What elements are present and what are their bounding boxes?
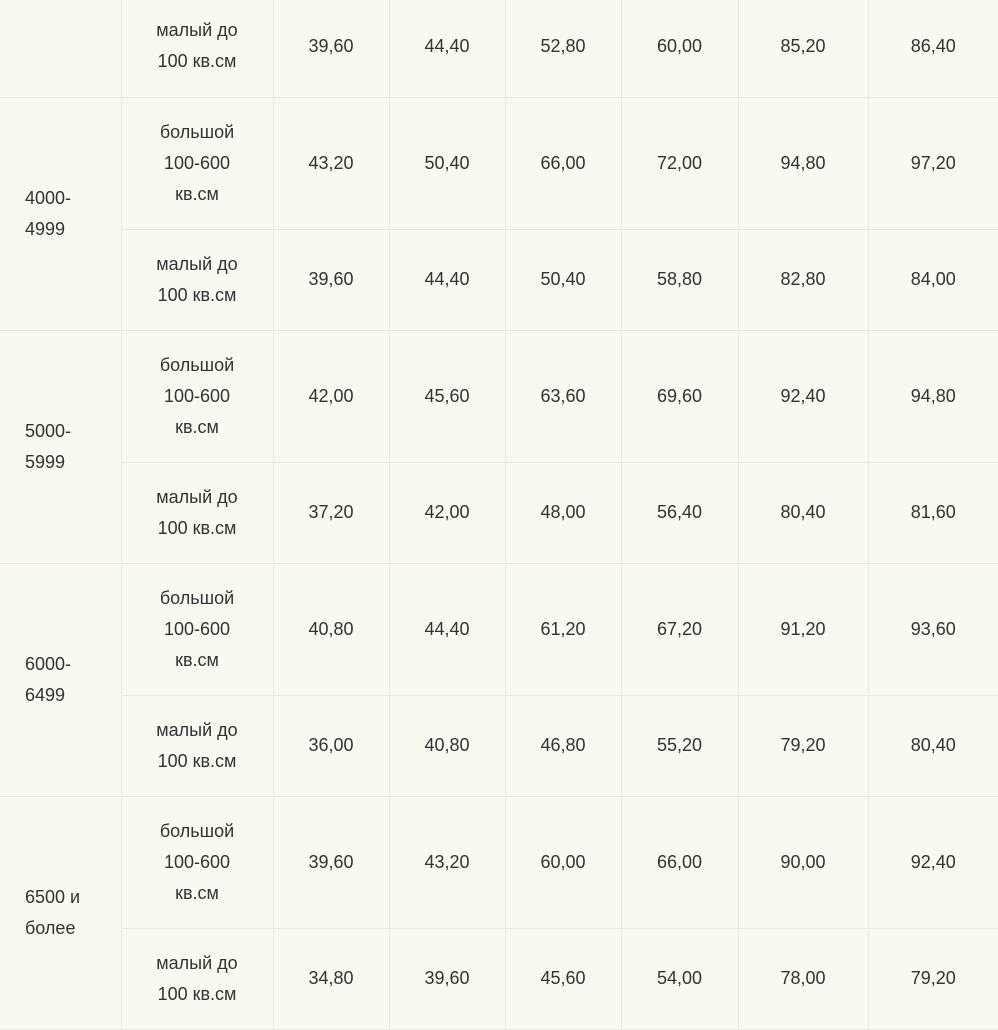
- size-cell: [121, 97, 273, 229]
- price-cell: 50,40: [505, 229, 621, 330]
- price-cell: 66,00: [621, 796, 738, 928]
- price-cell: 58,80: [621, 229, 738, 330]
- price-cell: 93,60: [868, 563, 998, 695]
- price-cell: 60,00: [505, 796, 621, 928]
- table-row: [0, 796, 998, 928]
- price-cell: 43,20: [273, 97, 389, 229]
- size-label: малый до 100 кв.см: [156, 486, 238, 538]
- price-cell: 54,00: [621, 928, 738, 1029]
- size-cell: [121, 796, 273, 928]
- price-cell: 69,60: [621, 330, 738, 462]
- table-row: [0, 0, 998, 97]
- price-cell: 34,80: [273, 928, 389, 1029]
- size-label: малый до 100 кв.см: [156, 952, 238, 1004]
- table-row: [0, 563, 998, 695]
- price-cell: 72,00: [621, 97, 738, 229]
- price-cell: 39,60: [389, 928, 505, 1029]
- price-cell: 52,80: [505, 0, 621, 97]
- size-cell: [121, 462, 273, 563]
- price-cell: 44,40: [389, 0, 505, 97]
- price-cell: 94,80: [738, 97, 868, 229]
- size-cell: [121, 695, 273, 796]
- table-row: [0, 97, 998, 229]
- price-cell: 67,20: [621, 563, 738, 695]
- price-cell: 61,20: [505, 563, 621, 695]
- price-cell: 44,40: [389, 563, 505, 695]
- price-cell: 39,60: [273, 796, 389, 928]
- size-cell: [121, 229, 273, 330]
- price-cell: 80,40: [868, 695, 998, 796]
- price-cell: 63,60: [505, 330, 621, 462]
- range-label: 6000-6499: [25, 653, 72, 705]
- range-label: 6500 и более: [25, 886, 81, 938]
- price-cell: 42,00: [389, 462, 505, 563]
- size-label: большой 100-600 кв.см: [159, 820, 235, 903]
- price-cell: 56,40: [621, 462, 738, 563]
- table-row: [0, 695, 998, 796]
- price-cell: 92,40: [738, 330, 868, 462]
- price-cell: 78,00: [738, 928, 868, 1029]
- size-label: большой 100-600 кв.см: [159, 587, 235, 670]
- price-cell: 45,60: [389, 330, 505, 462]
- range-label: 4000-4999: [25, 187, 72, 239]
- price-cell: 91,20: [738, 563, 868, 695]
- price-cell: 81,60: [868, 462, 998, 563]
- range-cell: [0, 796, 121, 1029]
- price-cell: 84,00: [868, 229, 998, 330]
- price-cell: 86,40: [868, 0, 998, 97]
- size-label: малый до 100 кв.см: [156, 719, 238, 771]
- table-row: [0, 462, 998, 563]
- size-label: большой 100-600 кв.см: [159, 354, 235, 437]
- price-cell: 36,00: [273, 695, 389, 796]
- price-cell: 97,20: [868, 97, 998, 229]
- range-cell: [0, 97, 121, 330]
- price-cell: 42,00: [273, 330, 389, 462]
- table-row: [0, 229, 998, 330]
- price-cell: 60,00: [621, 0, 738, 97]
- size-cell: [121, 0, 273, 97]
- price-cell: 92,40: [868, 796, 998, 928]
- price-cell: 55,20: [621, 695, 738, 796]
- price-cell: 46,80: [505, 695, 621, 796]
- range-cell: [0, 563, 121, 796]
- size-label: малый до 100 кв.см: [156, 20, 238, 72]
- size-cell: [121, 928, 273, 1029]
- price-cell: 45,60: [505, 928, 621, 1029]
- price-cell: 39,60: [273, 0, 389, 97]
- range-cell: [0, 330, 121, 563]
- price-cell: 39,60: [273, 229, 389, 330]
- table-row: [0, 928, 998, 1029]
- price-cell: 44,40: [389, 229, 505, 330]
- price-cell: 82,80: [738, 229, 868, 330]
- price-cell: 37,20: [273, 462, 389, 563]
- price-cell: 48,00: [505, 462, 621, 563]
- size-label: большой 100-600 кв.см: [159, 121, 235, 204]
- price-cell: 80,40: [738, 462, 868, 563]
- size-cell: [121, 563, 273, 695]
- range-cell: [0, 0, 121, 97]
- table-row: [0, 330, 998, 462]
- price-cell: 90,00: [738, 796, 868, 928]
- price-cell: 79,20: [868, 928, 998, 1029]
- price-cell: 40,80: [273, 563, 389, 695]
- size-cell: [121, 330, 273, 462]
- price-cell: 79,20: [738, 695, 868, 796]
- price-cell: 40,80: [389, 695, 505, 796]
- price-cell: 43,20: [389, 796, 505, 928]
- range-label: 5000-5999: [25, 420, 72, 472]
- price-cell: 50,40: [389, 97, 505, 229]
- price-cell: 85,20: [738, 0, 868, 97]
- size-label: малый до 100 кв.см: [156, 253, 238, 305]
- price-cell: 94,80: [868, 330, 998, 462]
- price-cell: 66,00: [505, 97, 621, 229]
